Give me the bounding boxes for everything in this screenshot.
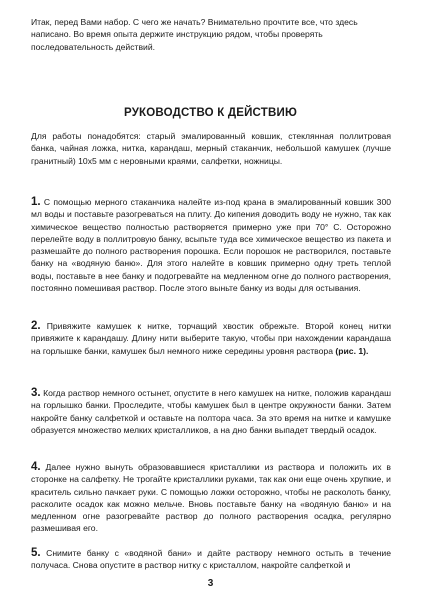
step-number: 5. — [31, 547, 41, 559]
step-text: Привяжите камушек к нитке, торчащий хвостик обрежьте. Второй конец нитки привяжите к карандашу. Длину нити выберите такую, чтобы при нахождении карандаша на горлышке банки, камушек был немного ниже середины уровня раствора — [31, 321, 392, 356]
step-text: Когда раствор немного остынет, опустите в него камушек на нитке, положив карандаш на горлышко банки. Проследите, чтобы камушек был в центре окружности банки. Затем накройте банку салфеткой и оставьте на полтора часа. За это время на нитке и камушке образуется множество мелких кристалликов, а на дно банки выпадет твердый осадок. — [31, 388, 391, 435]
step-number: 3. — [31, 387, 41, 399]
step-number: 4. — [31, 461, 41, 473]
materials-paragraph: Для работы понадобятся: старый эмалированный ковшик, стеклянная поллитровая банка, чайная ложка, нитка, карандаш, мерный стаканчик, небольшой камушек (лучше гранитный) 10x5 мм с неровными краями, салфетки, ножницы. — [31, 131, 391, 166]
step-3 — [31, 387, 391, 436]
step-1 — [31, 196, 391, 294]
step-text: Снимите банку с «водяной бани» и дайте раствору немного остыть в течение получаса. Снова опустите в раствор нитку с кристаллом, накройте салфеткой и — [31, 548, 391, 571]
step-number: 2. — [31, 320, 41, 332]
page-number: 3 — [207, 578, 214, 589]
step-text: С помощью мерного стаканчика налейте из-под крана в эмалированный ковшик 300 мл воды и поставьте разогреваться на плиту. До кипения доводить воду не нужно, так как химическое вещество полностью растворяется примерно уже при 70° С. Осторожно перелейте воду в поллитровую банку, всыпьте туда все химическое вещество из пакета и размешайте до полного растворения порошка. Если порошок не растворился, поставьте банку на «водяную баню». Для этого налейте в ковшик примерно одну треть теплой воды, поставьте в нее банку и подогревайте на медленном огне до полного растворения, постоянно помешивая раствор. После этого выньте банку из воды для остывания. — [31, 197, 391, 294]
step-text: Далее нужно вынуть образовавшиеся кристаллики из раствора и положить их в сторонке на салфетку. Не трогайте кристаллики руками, так как они еще очень хрупкие, и краситель сильно пачкает руки. С помощью ложки осторожно, чтобы не расколоть банку, расколите осадок как можно мельче. Вновь поставьте банку на «водяную баню» и на медленном огне разогревайте раствор до полного растворения осадка, регулярно размешивая его. — [31, 462, 391, 534]
figure-reference: (рис. 1). — [335, 345, 369, 356]
intro-paragraph: Итак, перед Вами набор. С чего же начать? Внимательно прочтите все, что здесь написано. Во время опыта держите инструкцию рядом, чтобы проверять последовательность действий. — [31, 17, 358, 52]
step-2 — [31, 320, 391, 357]
step-number: 1. — [31, 196, 41, 208]
step-5 — [31, 547, 391, 572]
section-heading: РУКОВОДСТВО К ДЕЙСТВИЮ — [123, 107, 298, 119]
step-4 — [31, 461, 391, 535]
